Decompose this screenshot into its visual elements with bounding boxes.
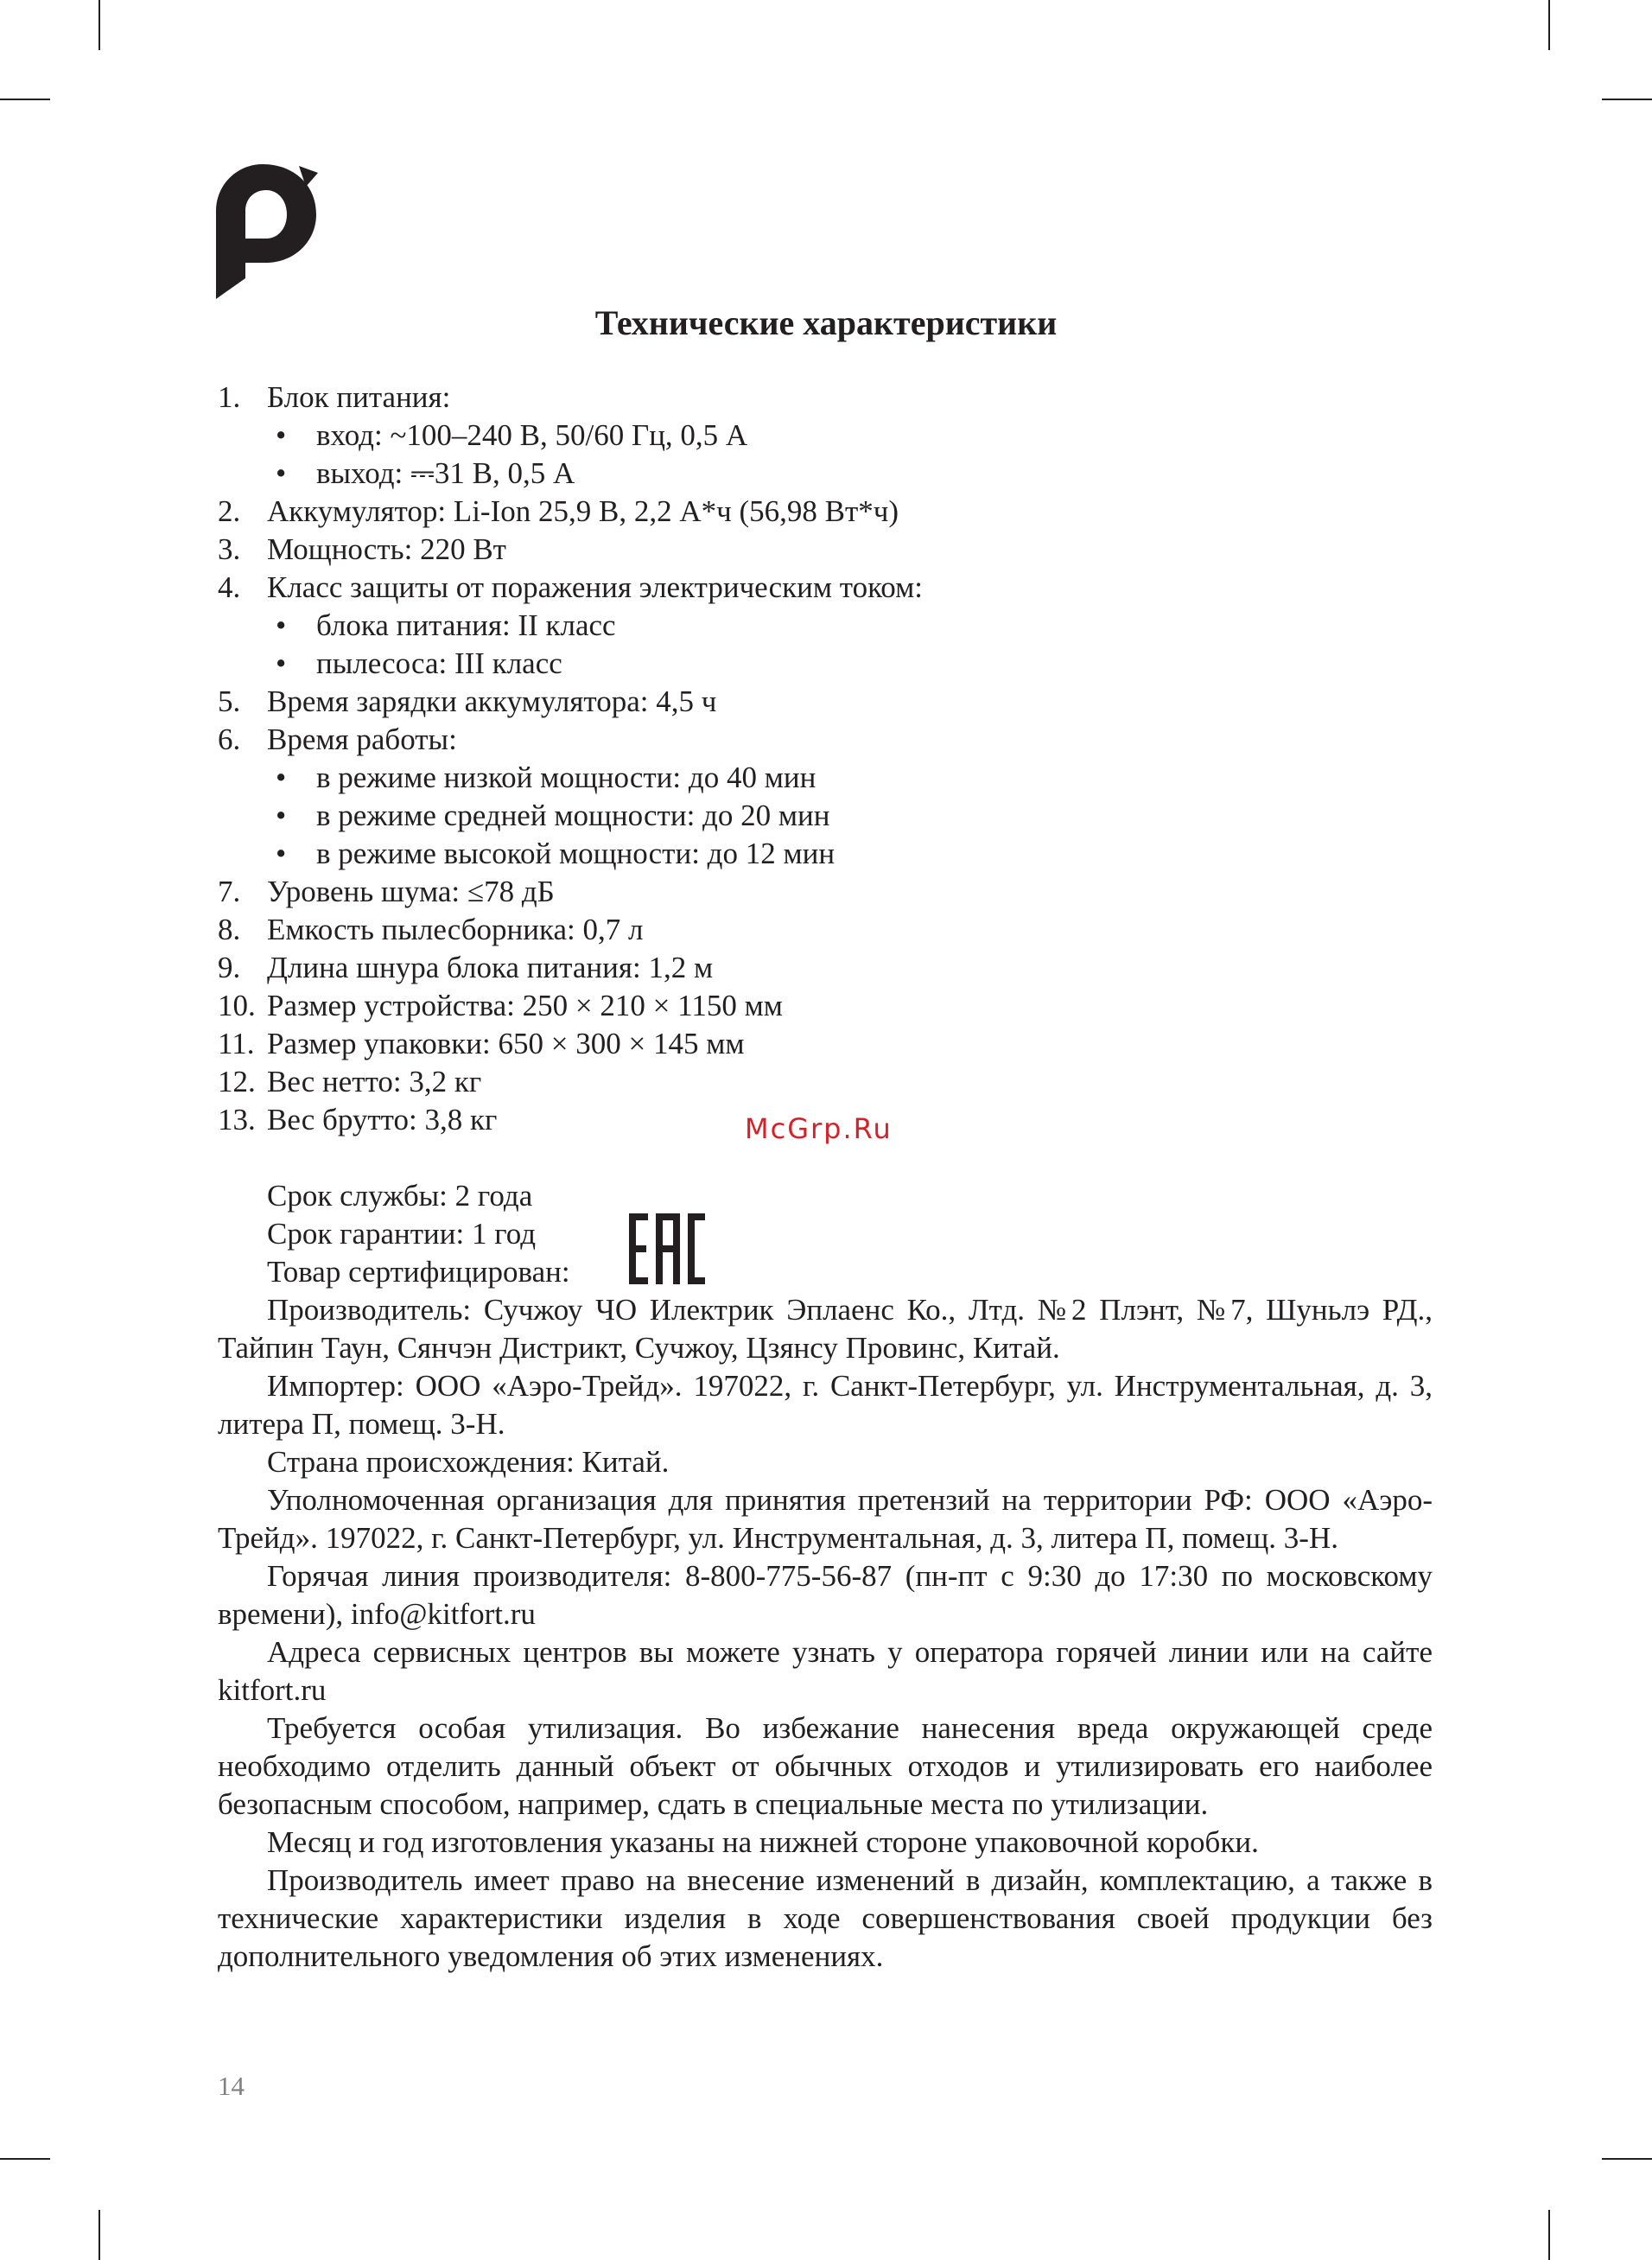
spec-list (218, 379, 1433, 1139)
bullet-icon: • (276, 799, 287, 832)
bullet-icon: • (276, 761, 287, 794)
spec-number: 8. (218, 913, 241, 946)
spec-number: 2. (218, 494, 241, 528)
spec-text: Вес нетто: 3,2 кг (267, 1065, 482, 1098)
manufacture-date-paragraph: Месяц и год изготовления указаны на нижней стороне упаковочной коробки. (267, 1825, 1259, 1859)
bullet-icon: • (276, 418, 287, 452)
brand-logo-icon (216, 164, 320, 299)
spec-text: Мощность: 220 Вт (267, 532, 506, 566)
spec-sub-text: вход: ~100–240 В, 50/60 Гц, 0,5 А (316, 418, 748, 452)
crop-mark-left-top (0, 99, 50, 100)
bullet-icon: • (276, 608, 287, 642)
spec-sub-item (267, 417, 1433, 455)
spec-text: Уровень шума: ≤78 дБ (267, 875, 555, 908)
spec-sub-item (267, 645, 1433, 683)
service-life: Срок службы: 2 года (267, 1179, 533, 1213)
crop-mark-top-right (1548, 0, 1550, 50)
spec-item (218, 987, 1433, 1025)
hotline-paragraph: Горячая линия производителя: 8-800-775-56-87 (пн-пт с 9:30 до 17:30 по московскому времени), info@kitfort.ru (218, 1559, 1433, 1631)
spec-number: 10. (218, 989, 256, 1022)
spec-number: 5. (218, 684, 241, 718)
bullet-icon: • (276, 646, 287, 680)
certification-row (218, 1253, 1433, 1291)
meta-block (218, 1177, 1433, 1976)
spec-number: 12. (218, 1065, 256, 1098)
spec-sub-list (267, 607, 1433, 683)
spec-item (218, 379, 1433, 493)
spec-sub-list (267, 417, 1433, 493)
page-number: 14 (218, 2071, 245, 2101)
crop-mark-right-top (1602, 99, 1652, 100)
spec-sub-text: в режиме низкой мощности: до 40 мин (316, 761, 816, 794)
warranty: Срок гарантии: 1 год (267, 1217, 537, 1251)
spec-sub-text: в режиме высокой мощности: до 12 мин (316, 837, 836, 870)
country-paragraph: Страна происхождения: Китай. (267, 1445, 670, 1479)
crop-mark-left-bottom (0, 2158, 50, 2160)
spec-number: 6. (218, 723, 241, 756)
spec-sub-list (267, 759, 1433, 873)
spec-item (218, 1063, 1433, 1101)
crop-mark-bottom-right (1548, 2210, 1550, 2260)
spec-number: 7. (218, 875, 241, 908)
authorized-org-paragraph: Уполномоченная организация для принятия претензий на территории РФ: ООО «Аэро-Трейд». 197022, г. Санкт-Петербург, ул. Инструментальная, д. 3, литера П, помещ. 3-Н. (218, 1483, 1433, 1555)
certified-label: Товар сертифицирован: (267, 1255, 570, 1289)
spec-sub-text: в режиме средней мощности: до 20 мин (316, 799, 830, 832)
spec-text: Блок питания: (267, 380, 451, 414)
spec-sub-text: выход: ⎓31 В, 0,5 А (316, 456, 575, 490)
spec-sub-item (267, 835, 1433, 873)
spec-number: 3. (218, 532, 241, 566)
crop-mark-bottom-left (98, 2210, 100, 2260)
page-title: Технические характеристики (594, 303, 1058, 342)
spec-sub-item (267, 455, 1433, 493)
spec-sub-text: блока питания: II класс (316, 608, 616, 642)
spec-number: 1. (218, 380, 241, 414)
crop-mark-right-bottom (1602, 2158, 1652, 2160)
spec-text: Емкость пылесборника: 0,7 л (267, 913, 644, 946)
spec-item (218, 683, 1433, 721)
spec-item (218, 911, 1433, 949)
disposal-paragraph: Требуется особая утилизация. Во избежание нанесения вреда окружающей среде необходимо отделить данный объект от обычных отходов и утилизировать его наиболее безопасным способом, например, сдать в специальные места по утилизации. (218, 1711, 1433, 1821)
spec-item (218, 873, 1433, 911)
spec-item (218, 721, 1433, 873)
spec-text: Время работы: (267, 723, 457, 756)
bullet-icon: • (276, 837, 287, 870)
changes-paragraph: Производитель имеет право на внесение изменений в дизайн, комплектацию, а также в технические характеристики изделия в ходе совершенствования своей продукции без дополнительного уведомления об этих изменениях. (218, 1863, 1433, 1973)
document-body (218, 379, 1433, 1976)
spec-item (218, 493, 1433, 531)
crop-mark-top-left (98, 0, 100, 50)
bullet-icon: • (276, 456, 287, 490)
spec-number: 4. (218, 570, 241, 604)
spec-text: Вес брутто: 3,8 кг (267, 1103, 498, 1136)
spec-item (218, 1025, 1433, 1063)
manufacturer-paragraph: Производитель: Сучжоу ЧО Илектрик Эплаенс Ко., Лтд. №2 Плэнт, №7, Шуньлэ РД., Тайпин Таун, Сянчэн Дистрикт, Сучжоу, Цзянсу Провинс, Китай. (218, 1293, 1433, 1365)
spec-sub-item (267, 797, 1433, 835)
spec-sub-item (267, 759, 1433, 797)
spec-text: Длина шнура блока питания: 1,2 м (267, 951, 714, 984)
spec-number: 13. (218, 1103, 256, 1136)
importer-paragraph: Импортер: ООО «Аэро-Трейд». 197022, г. Санкт-Петербург, ул. Инструментальная, д. 3, литера П, помещ. 3-Н. (218, 1369, 1433, 1441)
spec-text: Размер устройства: 250 × 210 × 1150 мм (267, 989, 783, 1022)
spec-item (218, 531, 1433, 569)
spec-text: Аккумулятор: Li-Ion 25,9 В, 2,2 А*ч (56,98 Вт*ч) (267, 494, 899, 528)
spec-text: Класс защиты от поражения электрическим током: (267, 570, 924, 604)
spec-sub-item (267, 607, 1433, 645)
spec-number: 11. (218, 1027, 255, 1060)
eac-mark-icon (629, 1213, 705, 1284)
spec-sub-text: пылесоса: III класс (316, 646, 562, 680)
spec-item (218, 949, 1433, 987)
spec-text: Размер упаковки: 650 × 300 × 145 мм (267, 1027, 745, 1060)
spec-text: Время зарядки аккумулятора: 4,5 ч (267, 684, 717, 718)
spec-number: 9. (218, 951, 241, 984)
service-centers-paragraph: Адреса сервисных центров вы можете узнать у оператора горячей линии или на сайте kitfort.ru (218, 1635, 1433, 1707)
spec-item (218, 569, 1433, 683)
watermark-link[interactable]: McGrp.Ru (745, 1112, 893, 1145)
